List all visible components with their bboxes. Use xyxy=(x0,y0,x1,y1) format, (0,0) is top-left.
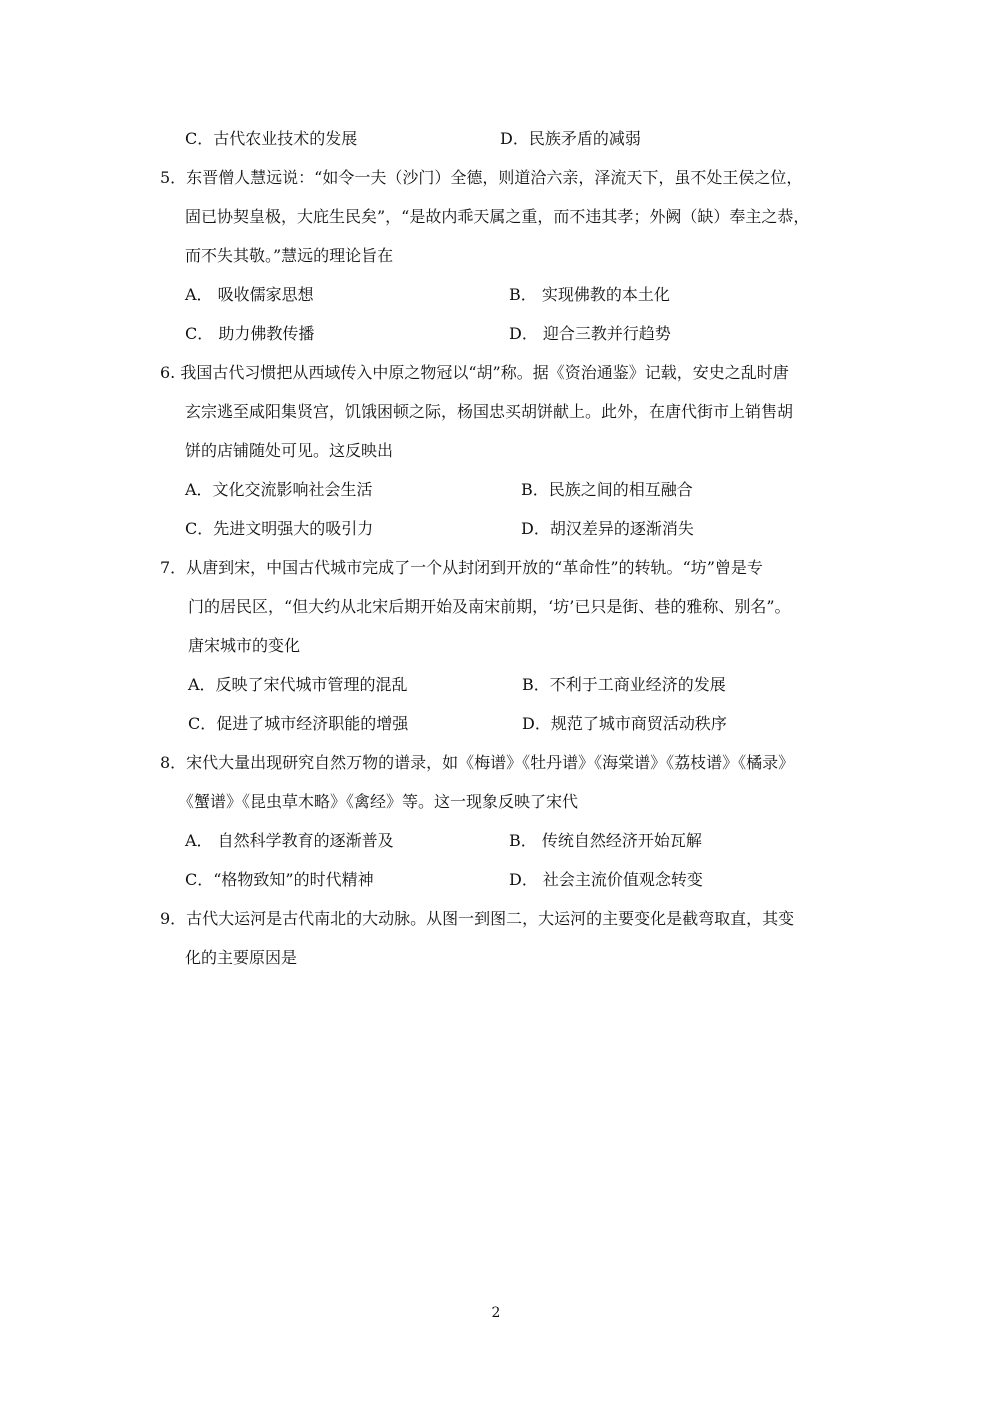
q7-stem-line-1: 7．从唐到宋，中国古代城市完成了一个从封闭到开放的“革命性”的转轨。“坊”曾是专 xyxy=(160,558,763,577)
q7-option-a: A．反映了宋代城市管理的混乱 xyxy=(188,675,408,694)
q7-option-b: B．不利于工商业经济的发展 xyxy=(522,675,726,694)
q5-stem-line-3: 而不失其敬。”慧远的理论旨在 xyxy=(185,246,394,265)
q7-option-c: C．促进了城市经济职能的增强 xyxy=(188,714,409,733)
q8-option-c: C．“格物致知”的时代精神 xyxy=(185,870,374,889)
q5-stem-line-2: 固已协契皇极，大庇生民矣”，“是故内乖天属之重，而不违其孝；外阙（缺）奉主之恭， xyxy=(185,207,810,226)
q6-option-b: B．民族之间的相互融合 xyxy=(521,480,693,499)
q4-option-d: D．民族矛盾的减弱 xyxy=(500,129,641,148)
q7-option-d: D．规范了城市商贸活动秩序 xyxy=(522,714,727,733)
q6-option-a: A．文化交流影响社会生活 xyxy=(185,480,373,499)
q5-stem-line-1: 5．东晋僧人慧远说：“如令一夫（沙门）全德，则道洽六亲，泽流天下，虽不处王侯之位， xyxy=(160,168,803,187)
q6-stem-line-3: 饼的店铺随处可见。这反映出 xyxy=(185,441,394,460)
q7-stem-line-3: 唐宋城市的变化 xyxy=(188,636,301,655)
page-number: 2 xyxy=(491,1305,501,1321)
q6-stem-line-2: 玄宗逃至咸阳集贤宫，饥饿困顿之际，杨国忠买胡饼献上。此外，在唐代街市上销售胡 xyxy=(185,402,794,421)
q6-option-c: C．先进文明强大的吸引力 xyxy=(185,519,374,538)
q8-stem-line-2: 《蟹谱》《昆虫草木略》《禽经》等。这一现象反映了宋代 xyxy=(178,792,579,811)
q5-option-d: D． 迎合三教并行趋势 xyxy=(509,324,671,343)
q5-option-b: B． 实现佛教的本土化 xyxy=(509,285,670,304)
q6-stem-line-1: 6. 我国古代习惯把从西域传入中原之物冠以“胡”称。据《资治通鉴》记载，安史之乱时唐 xyxy=(160,363,789,382)
q8-option-a: A． 自然科学教育的逐渐普及 xyxy=(185,831,394,850)
q5-option-c: C． 助力佛教传播 xyxy=(185,324,315,343)
q8-option-d: D． 社会主流价值观念转变 xyxy=(509,870,703,889)
q8-stem-line-1: 8．宋代大量出现研究自然万物的谱录，如《梅谱》《牡丹谱》《海棠谱》《荔枝谱》《橘录》 xyxy=(160,753,795,772)
q9-stem-line-2: 化的主要原因是 xyxy=(185,948,298,967)
q5-option-a: A． 吸收儒家思想 xyxy=(185,285,314,304)
q6-option-d: D．胡汉差异的逐渐消失 xyxy=(521,519,694,538)
q7-stem-line-2: 门的居民区，“但大约从北宋后期开始及南宋前期，‘坊’已只是街、巷的雅称、别名”。 xyxy=(188,597,791,616)
q4-option-c: C．古代农业技术的发展 xyxy=(185,129,358,148)
q8-option-b: B． 传统自然经济开始瓦解 xyxy=(509,831,702,850)
q9-stem-line-1: 9．古代大运河是古代南北的大动脉。从图一到图二，大运河的主要变化是截弯取直，其变 xyxy=(160,909,795,928)
